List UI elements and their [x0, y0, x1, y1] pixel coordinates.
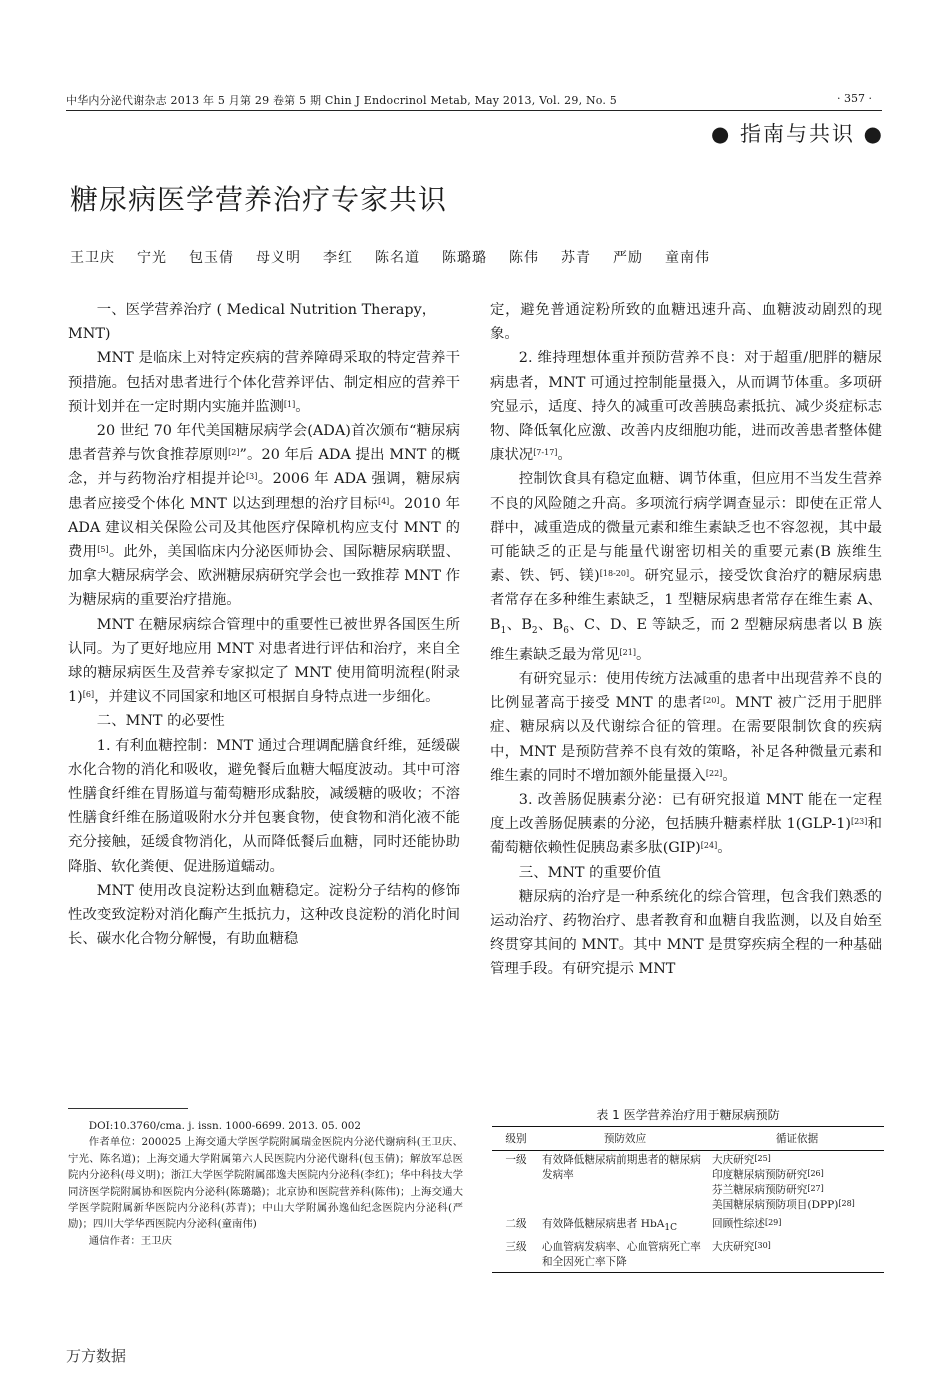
table-header: 级别	[505, 1133, 527, 1145]
doi[interactable]: DOI:10.3760/cma. j. issn. 1000-6699. 2013. 05. 002	[88, 1120, 362, 1132]
citation[interactable]: [2]	[228, 448, 240, 458]
table-cell: 有效降低糖尿病前期患者的糖尿病发病率	[542, 1154, 701, 1181]
author: 包玉倩	[189, 250, 234, 266]
table-cell: 大庆研究[25] 印度糖尿病预防研究[26] 芬兰糖尿病预防研究[27] 美国糖尿病预防项目(DPP)[28]	[712, 1154, 855, 1211]
table-1	[492, 1126, 884, 1273]
footnotes	[68, 1118, 463, 1249]
section-heading-1-cont: MNT)	[68, 326, 111, 343]
page-number: · 357 ·	[837, 92, 872, 105]
author: 陈名道	[375, 250, 420, 266]
paragraph: 糖尿病的治疗是一种系统化的综合管理，包含我们熟悉的运动治疗、药物治疗、患者教育和血糖自我监测，以及自始至终贯穿其间的 MNT。其中 MNT 是贯穿疾病全程的一种基础管理手段。有研究提示 MNT	[490, 888, 882, 978]
table-caption: 表 1 医学营养治疗用于糖尿病预防	[596, 1108, 780, 1122]
citation[interactable]: [26]	[807, 1169, 824, 1178]
citation[interactable]: [27]	[807, 1184, 824, 1193]
citation[interactable]: [6]	[82, 690, 95, 700]
article-title: 糖尿病医学营养治疗专家共识	[70, 183, 448, 216]
citation[interactable]: [7-17]	[533, 448, 558, 458]
paragraph: 定，避免普通淀粉所致的血糖迅速升高、血糖波动剧烈的现象。	[490, 302, 882, 343]
table-row	[492, 1151, 884, 1216]
author: 王卫庆	[70, 250, 115, 266]
citation[interactable]: [3]	[246, 472, 258, 482]
citation[interactable]: [20]	[702, 696, 720, 706]
table-cell: 三级	[505, 1241, 527, 1254]
citation[interactable]: [25]	[754, 1154, 771, 1163]
table-header: 循证依据	[775, 1133, 819, 1145]
author: 宁光	[137, 250, 167, 266]
paragraph: MNT 是临床上对特定疾病的营养障碍采取的特定营养干预措施。包括对患者进行个体化营养评估、制定相应的营养干预计划并在一定时期内实施并监测[1]。	[68, 350, 460, 415]
citation[interactable]: [22]	[705, 768, 723, 778]
paragraph: 1. 有利血糖控制：MNT 通过合理调配膳食纤维，延缓碳水化合物的消化和吸收，避免餐后血糖大幅度波动。其中可溶性膳食纤维在胃肠道与葡萄糖形成黏胶，减缓糖的吸收；不溶性膳食纤维在肠道吸附水分并包裹食物，使食物和消化液不能充分接触，延缓食物消化，从而降低餐后血糖，同时还能协助降脂、软化粪便、促进肠道蠕动。	[68, 737, 460, 875]
paragraph: MNT 使用改良淀粉达到血糖稳定。淀粉分子结构的修饰性改变致淀粉对消化酶产生抵抗力，这种改良淀粉的消化时间长、碳水化合物分解慢，有助血糖稳	[68, 882, 460, 948]
table-row	[492, 1238, 884, 1273]
section-heading-2: 二、MNT 的必要性	[96, 713, 225, 730]
right-column	[490, 298, 882, 982]
table-row	[492, 1215, 884, 1238]
section-tag: ● 指南与共识 ●	[711, 122, 884, 146]
watermark: 万方数据	[66, 1347, 127, 1365]
journal-header: 中华内分泌代谢杂志 2013 年 5 月第 29 卷第 5 期 Chin J Endocrinol Metab, May 2013, Vol. 29, No. 5	[66, 94, 618, 107]
paragraph: 3. 改善肠促胰素分泌：已有研究报道 MNT 能在一定程度上改善肠促胰素的分泌，包括胰升糖素样肽 1(GLP-1)[23]和葡萄糖依赖性促胰岛素多肽(GIP)[24]。	[490, 791, 882, 857]
author: 李红	[323, 250, 353, 266]
table-cell: 回顾性综述[29]	[712, 1218, 782, 1230]
author: 童南伟	[665, 250, 710, 266]
paragraph: 控制饮食具有稳定血糖、调节体重，但应用不当发生营养不良的风险随之升高。多项流行病学调查显示：即使在正常人群中，减重造成的微量元素和维生素缺乏也不容忽视，其中最可能缺乏的正是与能量代谢密切相关的重要元素(B 族维生素、铁、钙、镁)[18-20]。研究显示，接受饮食治疗的糖尿病患者常存在多种维生素缺乏，1 型糖尿病患者常存在维生素 A、$B_1$、$B_2$、$B_6$、C、D、E 等缺乏，而 2 型糖尿病患者以 B 族维生素缺乏最为常见[21]。	[490, 471, 882, 663]
citation[interactable]: [5]	[97, 545, 109, 555]
table-cell: 二级	[505, 1218, 527, 1230]
citation[interactable]: [28]	[838, 1199, 855, 1208]
section-heading-1: 一、医学营养治疗 ( Medical Nutrition Therapy，	[96, 302, 437, 318]
citation[interactable]: [18-20]	[599, 569, 630, 579]
section-heading-3: 三、MNT 的重要价值	[518, 864, 662, 881]
header-rule	[66, 110, 882, 111]
citation[interactable]: [21]	[619, 647, 636, 657]
paragraph: MNT 在糖尿病综合管理中的重要性已被世界各国医生所认同。为了更好地应用 MNT 对患者进行评估和治疗，来自全球的糖尿病医生及营养专家拟定了 MNT 使用简明流程(附录 1)[6]，并建议不同国家和地区可根据自身特点进一步细化。	[68, 616, 460, 706]
table-header: 预防效应	[603, 1133, 647, 1145]
corresponding-author: 通信作者：王卫庆	[88, 1234, 172, 1247]
citation[interactable]: [23]	[850, 817, 868, 827]
citation[interactable]: [29]	[764, 1218, 782, 1227]
citation[interactable]: [30]	[754, 1241, 771, 1251]
table-cell: 心血管病发病率、心血管病死亡率和全因死亡率下降	[542, 1241, 701, 1269]
paragraph: 20 世纪 70 年代美国糖尿病学会(ADA)首次颁布“糖尿病患者营养与饮食推荐原则[2]”。20 年后 ADA 提出 MNT 的概念，并与药物治疗相提并论[3]。2006 年 ADA 强调，糖尿病患者应接受个体化 MNT 以达到理想的治疗目标[4]。2010 年 ADA 建议相关保险公司及其他医疗保障机构应支付 MNT 的费用[5]。此外，美国临床内分泌医师协会、国际糖尿病联盟、加拿大糖尿病学会、欧洲糖尿病研究学会也一致推荐 MNT 作为糖尿病的重要治疗措施。	[68, 423, 461, 609]
paragraph: 有研究显示：使用传统方法减重的患者中出现营养不良的比例显著高于接受 MNT 的患者[20]。MNT 被广泛用于肥胖症、糖尿病以及代谢综合征的管理。在需要限制饮食的疾病中，MNT 是预防营养不良有效的策略，补足各种微量元素和维生素的同时不增加额外能量摄入[22]。	[490, 670, 882, 784]
author: 苏青	[561, 250, 591, 266]
table-cell: 有效降低糖尿病患者 HbA$_{1C}$	[542, 1218, 678, 1234]
footnote-rule	[68, 1108, 188, 1109]
table-cell: 一级	[505, 1154, 527, 1166]
left-column	[68, 298, 460, 951]
citation[interactable]: [24]	[700, 841, 718, 851]
author: 母义明	[256, 250, 301, 266]
author: 陈璐璐	[442, 250, 487, 266]
citation[interactable]: [4]	[377, 496, 390, 506]
author-list	[70, 247, 732, 267]
affiliations: 作者单位：200025 上海交通大学医学院附属瑞金医院内分泌代谢病科(王卫庆、宁光、陈名道)；上海交通大学附属第六人民医院内分泌代谢科(包玉倩)；解放军总医院内分泌科(母义明)；浙江大学医学院附属邵逸夫医院内分泌科(李红)；华中科技大学同济医学院附属协和医院内分泌科(陈璐璐)；北京协和医院营养科(陈伟)；上海交通大学医学院附属新华医院内分泌科(苏青)；中山大学附属孙逸仙纪念医院内分泌科(严励)；四川大学华西医院内分泌科(童南伟)	[68, 1136, 463, 1231]
table-cell: 大庆研究[30]	[712, 1241, 771, 1254]
author: 严励	[613, 250, 643, 266]
author: 陈伟	[509, 250, 539, 266]
citation[interactable]: [1]	[283, 399, 296, 409]
paragraph: 2. 维持理想体重并预防营养不良：对于超重/肥胖的糖尿病患者，MNT 可通过控制能量摄入，从而调节体重。多项研究显示，适度、持久的减重可改善胰岛素抵抗、减少炎症标志物、降低氧化应激、改善内皮细胞功能，进而改善患者整体健康状况[7-17]。	[490, 350, 882, 464]
